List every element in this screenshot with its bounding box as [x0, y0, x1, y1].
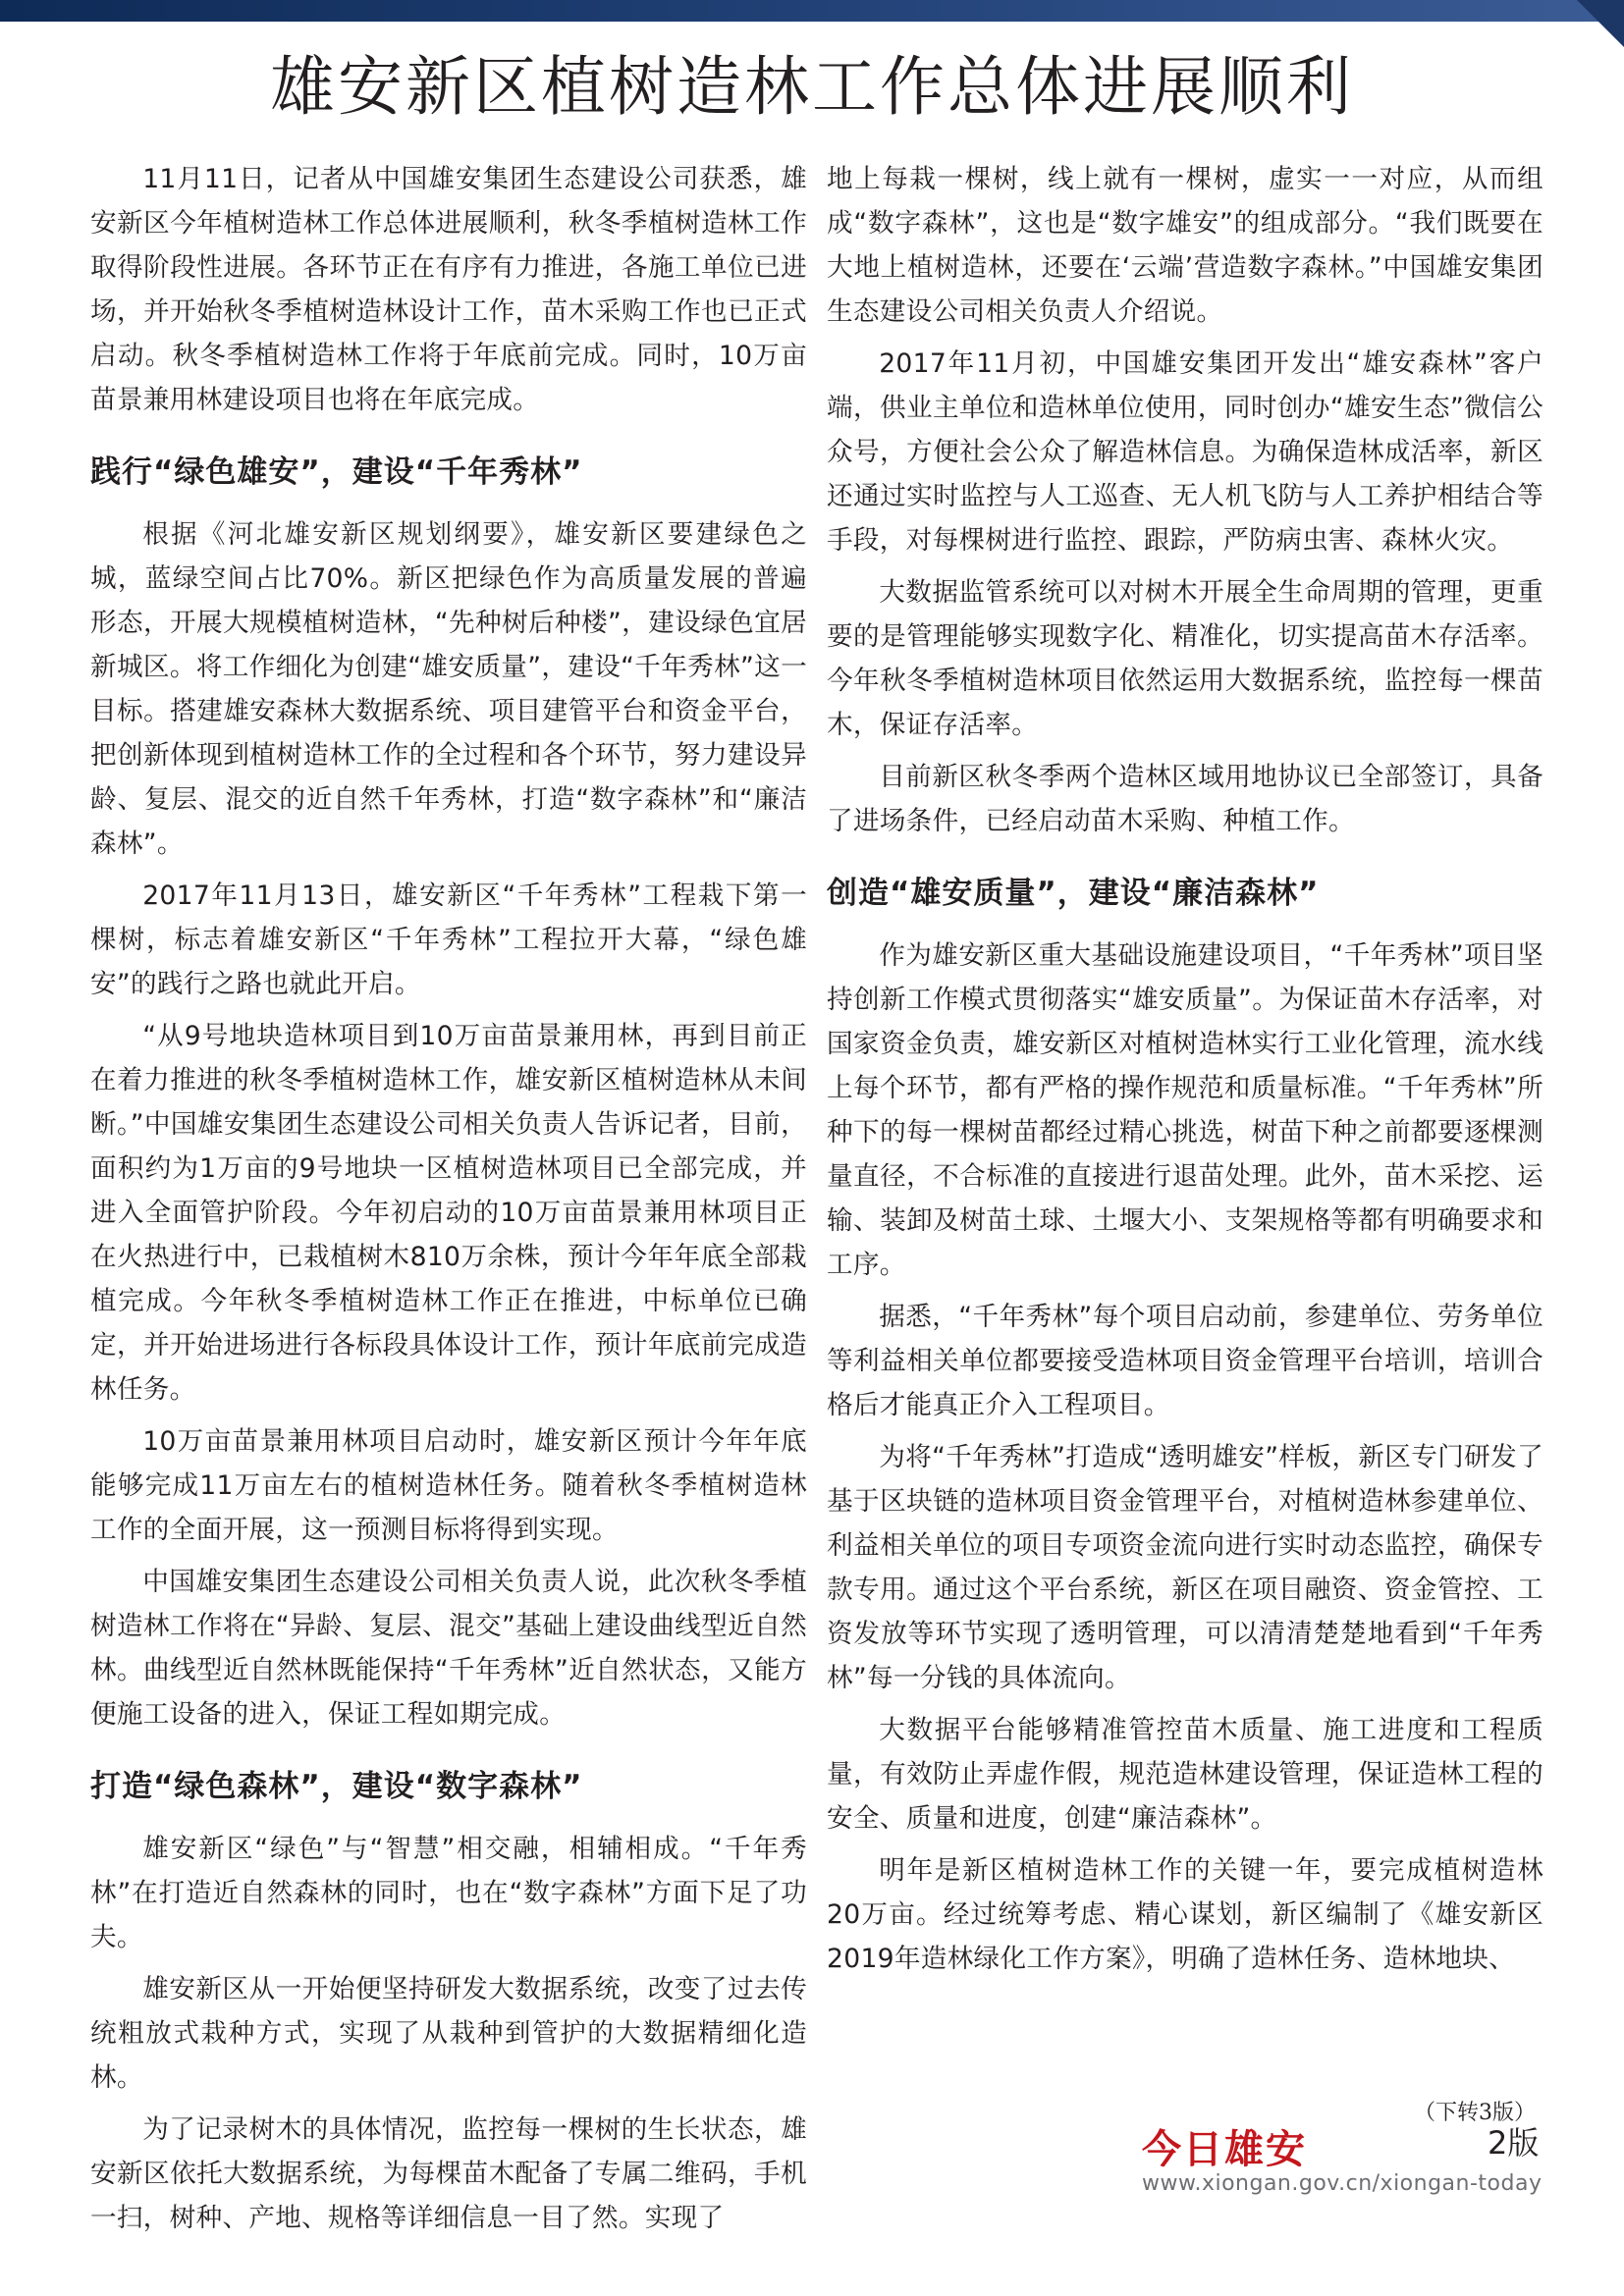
paragraph: 地上每栽一棵树，线上就有一棵树，虚实一一对应，从而组成“数字森林”，这也是“数字雄安”的组成部分。“我们既要在大地上植树造林，还要在‘云端’营造数字森林。”中国雄安集团生态建设公司相关负责人介绍说。 [827, 164, 1543, 327]
section-heading: 践行“绿色雄安”，建设“千年秀林” [90, 454, 583, 490]
site-url[interactable]: www.xiongan.gov.cn/xiongan-today [1142, 2171, 1543, 2196]
continued-note: （下转3版） [1414, 2101, 1536, 2125]
page-number: 2版 [1488, 2124, 1540, 2162]
paragraph: 目前新区秋冬季两个造林区域用地协议已全部签订，具备了进场条件，已经启动苗木采购、种植工作。 [827, 762, 1543, 836]
paragraph: 为将“千年秀林”打造成“透明雄安”样板，新区专门研发了基于区块链的造林项目资金管理平台，对植树造林参建单位、利益相关单位的项目专项资金流向进行实时动态监控，确保专款专用。通过这个平台系统，新区在项目融资、资金管控、工资发放等环节实现了透明管理，可以清清楚楚地看到“千年秀林”每一分钱的具体流向。 [827, 1442, 1543, 1693]
paragraph: 据悉，“千年秀林”每个项目启动前，参建单位、劳务单位等利益相关单位都要接受造林项目资金管理平台培训，培训合格后才能真正介入工程项目。 [827, 1302, 1543, 1420]
section-heading: 打造“绿色森林”，建设“数字森林” [90, 1769, 583, 1804]
paragraph: 根据《河北雄安新区规划纲要》，雄安新区要建绿色之城，蓝绿空间占比70%。新区把绿色作为高质量发展的普遍形态，开展大规模植树造林，“先种树后种楼”，建设绿色宜居新城区。将工作细化为创建“雄安质量”，建设“千年秀林”这一目标。搭建雄安森林大数据系统、项目建管平台和资金平台，把创新体现到植树造林工作的全过程和各个环节，努力建设异龄、复层、混交的近自然千年秀林，打造“数字森林”和“廉洁森林”。 [90, 519, 807, 859]
corner-decoration [1577, 0, 1624, 47]
paragraph: 雄安新区从一开始便坚持研发大数据系统，改变了过去传统粗放式栽种方式，实现了从栽种到管护的大数据精细化造林。 [90, 1974, 807, 2093]
brand-logo: 今日雄安 [1142, 2126, 1307, 2172]
paragraph: 作为雄安新区重大基础设施建设项目，“千年秀林”项目坚持创新工作模式贯彻落实“雄安质量”。为保证苗木存活率，对国家资金负责，雄安新区对植树造林实行工业化管理，流水线上每个环节，都有严格的操作规范和质量标准。“千年秀林”所种下的每一棵树苗都经过精心挑选，树苗下种之前都要逐棵测量直径，不合标准的直接进行退苗处理。此外，苗木采挖、运输、装卸及树苗土球、土堰大小、支架规格等都有明确要求和工序。 [827, 940, 1543, 1280]
paragraph: 明年是新区植树造林工作的关键一年，要完成植树造林20万亩。经过统筹考虑、精心谋划，新区编制了《雄安新区2019年造林绿化工作方案》，明确了造林任务、造林地块、 [827, 1855, 1543, 1974]
paragraph: 2017年11月13日，雄安新区“千年秀林”工程栽下第一棵树，标志着雄安新区“千年秀林”工程拉开大幕，“绿色雄安”的践行之路也就此开启。 [90, 881, 807, 999]
page-headline: 雄安新区植树造林工作总体进展顺利 [270, 49, 1354, 125]
paragraph: 11月11日，记者从中国雄安集团生态建设公司获悉，雄安新区今年植树造林工作总体进展顺利，秋冬季植树造林工作取得阶段性进展。各环节正在有序有力推进，各施工单位已进场，并开始秋冬季植树造林设计工作，苗木采购工作也已正式启动。秋冬季植树造林工作将于年底前完成。同时，10万亩苗景兼用林建设项目也将在年底完成。 [90, 164, 807, 415]
top-decorative-stripe [0, 0, 1624, 22]
paragraph: 10万亩苗景兼用林项目启动时，雄安新区预计今年年底能够完成11万亩左右的植树造林任务。随着秋冬季植树造林工作的全面开展，这一预测目标将得到实现。 [90, 1426, 807, 1545]
paragraph: 2017年11月初，中国雄安集团开发出“雄安森林”客户端，供业主单位和造林单位使用，同时创办“雄安生态”微信公众号，方便社会公众了解造林信息。为确保造林成活率，新区还通过实时监控与人工巡查、无人机飞防与人工养护相结合等手段，对每棵树进行监控、跟踪，严防病虫害、森林火灾。 [827, 348, 1543, 556]
paragraph: 大数据监管系统可以对树木开展全生命周期的管理，更重要的是管理能够实现数字化、精准化，切实提高苗木存活率。今年秋冬季植树造林项目依然运用大数据系统，监控每一棵苗木，保证存活率。 [827, 577, 1543, 740]
article-column-right [827, 157, 1543, 1989]
paragraph: 雄安新区“绿色”与“智慧”相交融，相辅相成。“千年秀林”在打造近自然森林的同时，也在“数字森林”方面下足了功夫。 [90, 1834, 807, 1952]
paragraph: 大数据平台能够精准管控苗木质量、施工进度和工程质量，有效防止弄虚作假，规范造林建设管理，保证造林工程的安全、质量和进度，创建“廉洁森林”。 [827, 1715, 1543, 1834]
paragraph: 中国雄安集团生态建设公司相关负责人说，此次秋冬季植树造林工作将在“异龄、复层、混交”基础上建设曲线型近自然林。曲线型近自然林既能保持“千年秀林”近自然状态，又能方便施工设备的进入，保证工程如期完成。 [90, 1567, 807, 1730]
article-column-left [90, 157, 807, 2248]
paragraph: 为了记录树木的具体情况，监控每一棵树的生长状态，雄安新区依托大数据系统，为每棵苗木配备了专属二维码，手机一扫，树种、产地、规格等详细信息一目了然。实现了 [90, 2114, 807, 2233]
section-heading: 创造“雄安质量”，建设“廉洁森林” [827, 876, 1320, 911]
paragraph: “从9号地块造林项目到10万亩苗景兼用林，再到目前正在着力推进的秋冬季植树造林工作，雄安新区植树造林从未间断。”中国雄安集团生态建设公司相关负责人告诉记者，目前，面积约为1万亩的9号地块一区植树造林项目已全部完成，并进入全面管护阶段。今年初启动的10万亩苗景兼用林项目正在火热进行中，已栽植树木810万余株，预计今年年底全部栽植完成。今年秋冬季植树造林工作正在推进，中标单位已确定，并开始进场进行各标段具体设计工作，预计年底前完成造林任务。 [90, 1021, 807, 1405]
